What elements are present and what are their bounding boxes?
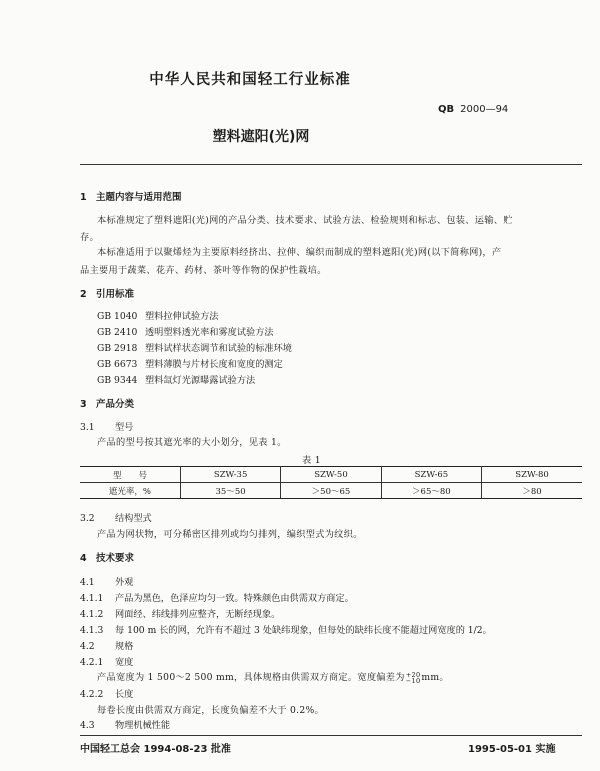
table-header-cell: SZW-80 — [482, 467, 582, 483]
section-4-1-1: 4.1.1 产品为黑色，色泽应均匀一致。特殊颜色由供需双方商定。 — [80, 593, 354, 604]
table-row — [80, 483, 582, 499]
table-cell: 35～50 — [180, 483, 280, 499]
table-header-cell: SZW-65 — [381, 467, 481, 483]
table-header-cell: SZW-35 — [180, 467, 280, 483]
section-3-2-text: 产品为网状物，可分稀密区排列或均匀排列，编织型式为纹织。 — [97, 529, 363, 540]
section-4-heading: 4 技术要求 — [80, 553, 135, 564]
section-2-heading: 2 引用标准 — [80, 289, 135, 300]
width-tolerance: +20 −10 — [405, 670, 421, 685]
section-1-para-1-line-1: 本标准规定了塑料遮阳(光)网的产品分类、技术要求、试验方法、检验规则和标志、包装、运输、贮 — [97, 215, 513, 226]
section-4-3-heading: 4.3 物理机械性能 — [80, 720, 171, 731]
section-4-2-2-heading: 4.2.2 长度 — [80, 689, 134, 700]
reference-item: GB 2918 塑料试样状态调节和试验的标准环境 — [97, 343, 292, 354]
reference-item: GB 1040 塑料拉伸试验方法 — [97, 311, 219, 322]
table-header-cell: SZW-50 — [281, 467, 381, 483]
implementation-date: 1995-05-01 实施 — [468, 744, 556, 755]
section-4-1-2: 4.1.2 网面经、纬线排列应整齐，无断经现象。 — [80, 609, 281, 620]
table-header-cell: 型 号 — [80, 467, 180, 483]
section-4-2-2-text: 每卷长度由供需双方商定，长度负偏差不大于 0.2%。 — [97, 705, 324, 716]
section-4-2-1-text: 产品宽度为 1 500～2 500 mm，具体规格由供需双方商定。宽度偏差为 +20 −10 mm。 — [97, 670, 449, 685]
section-3-1-heading: 3.1 型号 — [80, 422, 134, 433]
section-4-1-3: 4.1.3 每 100 m 长的网，允许有不超过 3 处缺纬现象，但每处的缺纬长度不能超过网宽度的 1/2。 — [80, 625, 492, 636]
approval-date: 中国轻工总会 1994-08-23 批准 — [80, 744, 231, 755]
section-1-para-2-line-1: 本标准适用于以聚烯烃为主要原料经挤出、拉伸、编织而制成的塑料遮阳(光)网(以下简称网)，产 — [97, 247, 502, 258]
section-1-para-1-line-2: 存。 — [80, 232, 99, 243]
document-title: 塑料遮阳(光)网 — [212, 129, 310, 145]
table-cell: ＞65～80 — [381, 483, 481, 499]
standard-body-title: 中华人民共和国轻工行业标准 — [149, 72, 351, 88]
reference-item: GB 2410 透明塑料透光率和雾度试验方法 — [97, 327, 274, 338]
table-cell: 遮光率，% — [80, 483, 180, 499]
reference-item: GB 6673 塑料薄膜与片材长度和宽度的测定 — [97, 359, 283, 370]
section-3-heading: 3 产品分类 — [80, 399, 135, 410]
reference-item: GB 9344 塑料氙灯光源曝露试验方法 — [97, 375, 256, 386]
code-number: 2000—94 — [460, 104, 509, 115]
section-1-para-2-line-2: 品主要用于蔬菜、花卉、药材、茶叶等作物的保护性栽培。 — [80, 265, 327, 276]
footer-divider — [80, 735, 582, 736]
section-4-1-heading: 4.1 外观 — [80, 577, 134, 588]
section-1-heading: 1 主题内容与适用范围 — [80, 192, 182, 203]
section-4-2-1-heading: 4.2.1 宽度 — [80, 657, 134, 668]
table-caption: 表 1 — [302, 455, 321, 466]
section-4-2-heading: 4.2 规格 — [80, 641, 134, 652]
table-cell: ＞80 — [482, 483, 582, 499]
code-prefix: QB — [438, 104, 455, 115]
standard-code — [438, 104, 508, 115]
header-divider — [80, 164, 582, 165]
table-cell: ＞50～65 — [281, 483, 381, 499]
section-3-1-text: 产品的型号按其遮光率的大小划分，见表 1。 — [97, 437, 287, 448]
table-header-row — [80, 467, 582, 483]
section-3-2-heading: 3.2 结构型式 — [80, 513, 152, 524]
shading-rate-table — [80, 466, 582, 499]
